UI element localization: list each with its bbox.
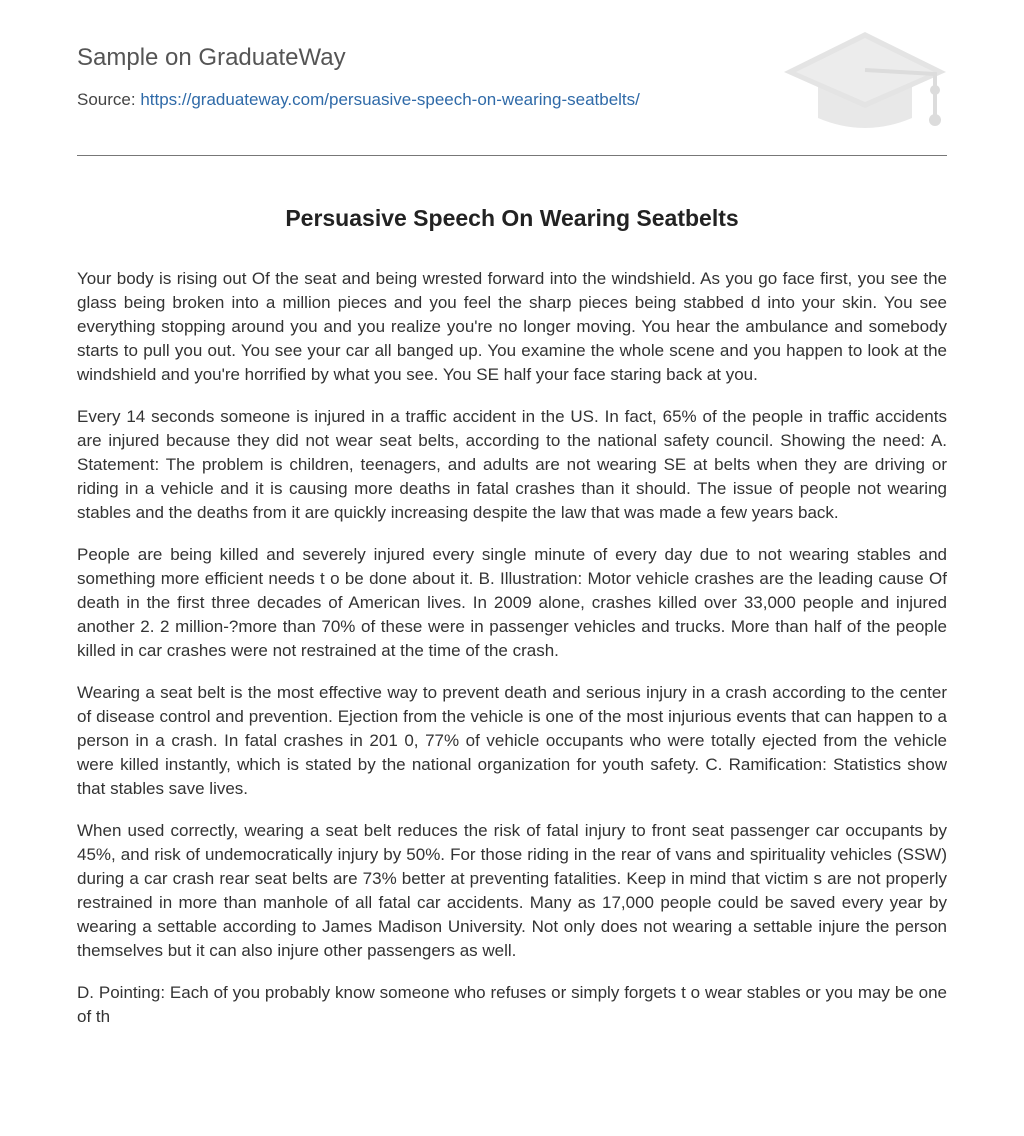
source-line — [77, 90, 640, 110]
header-divider — [77, 155, 947, 156]
site-title: Sample on GraduateWay — [77, 44, 346, 71]
paragraph: People are being killed and severely injured every single minute of every day due to not wearing stables and something more efficient needs t o be done about it. B. Illustration: Motor vehicle crashes are the leading cause Of death in the first three decades of American lives. In 2009 alone, crashes killed over 33,000 people and injured another 2. 2 million-?more than 70% of these were in passenger vehicles and trucks. More than half of the people killed in car crashes were not restrained at the time of the crash. — [77, 545, 947, 660]
document-title: Persuasive Speech On Wearing Seatbelts — [285, 205, 739, 231]
graduation-cap-icon — [780, 30, 950, 140]
paragraph: When used correctly, wearing a seat belt reduces the risk of fatal injury to front seat passenger car occupants by 45%, and risk of undemocratically injury by 50%. For those riding in the rear of vans and spirituality vehicles (SSW) during a car crash rear seat belts are 73% better at preventing fatalities. Keep in mind that victim s are not properly restrained in more than manhole of all fatal car accidents. Many as 17,000 people could be saved every year by wearing a settable according to James Madison University. Not only does not wearing a settable injure the person themselves but it can also injure other passengers as well. — [77, 821, 947, 960]
paragraph: Every 14 seconds someone is injured in a traffic accident in the US. In fact, 65% of the people in traffic accidents are injured because they did not wear seat belts, according to the national safety council. Showing the need: A. Statement: The problem is children, teenagers, and adults are not wearing SE at belts when they are driving or riding in a vehicle and it is causing more deaths in fatal crashes than it should. The issue of people not wearing stables and the deaths from it are quickly increasing despite the law that was made a few years back. — [77, 407, 947, 522]
source-label: Source: — [77, 90, 136, 109]
page-header — [77, 40, 947, 156]
paragraph: D. Pointing: Each of you probably know someone who refuses or simply forgets t o wear stables or you may be one of th — [77, 983, 947, 1026]
paragraph: Wearing a seat belt is the most effective way to prevent death and serious injury in a crash according to the center of disease control and prevention. Ejection from the vehicle is one of the most injurious events that can happen to a person in a crash. In fatal crashes in 201 0, 77% of vehicle occupants who were totally ejected from the vehicle were killed instantly, which is stated by the national organization for youth safety. C. Ramification: Statistics show that stables save lives. — [77, 683, 947, 798]
document-body — [77, 267, 947, 1047]
source-link[interactable]: https://graduateway.com/persuasive-speech-on-wearing-seatbelts/ — [140, 90, 640, 109]
paragraph: Your body is rising out Of the seat and being wrested forward into the windshield. As you go face first, you see the glass being broken into a million pieces and you feel the sharp pieces being stabbed d into your skin. You see everything stopping around you and you realize you're no longer moving. You hear the ambulance and somebody starts to pull you out. You see your car all banged up. You examine the whole scene and you happen to look at the windshield and you're horrified by what you see. You SE half your face staring back at you. — [77, 269, 947, 384]
